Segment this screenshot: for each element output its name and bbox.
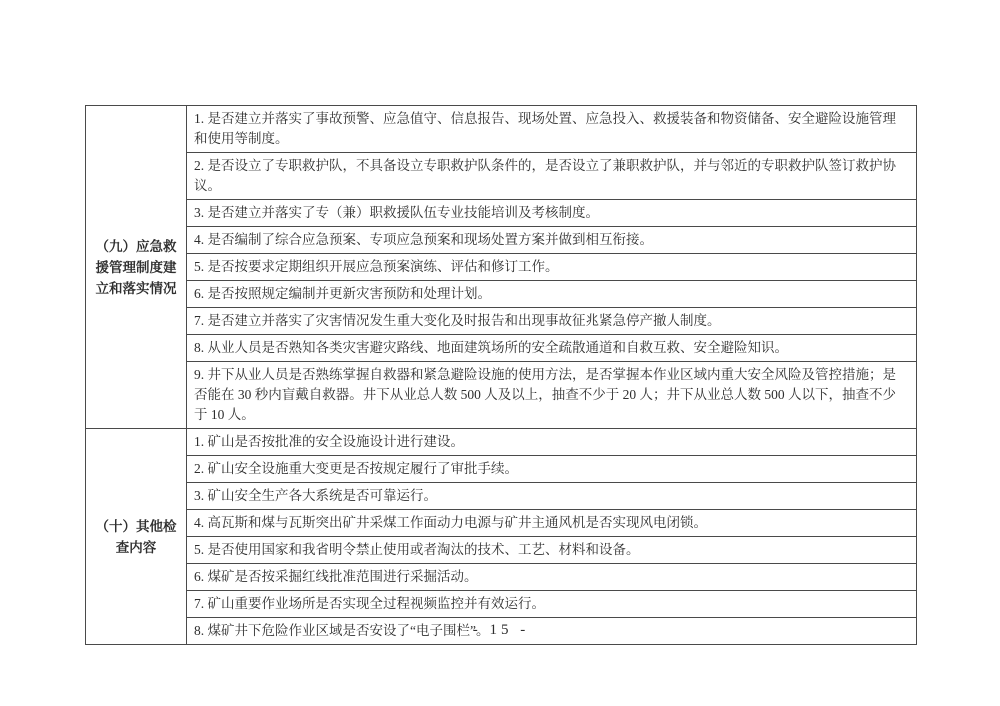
section-rows [187,106,916,428]
checklist-row: 8. 从业人员是否熟知各类灾害避灾路线、地面建筑场所的安全疏散通道和自救互救、安全避险知识。 [187,334,916,361]
section-rows [187,429,916,644]
page-number: - 15 - [472,622,530,638]
checklist-row: 3. 是否建立并落实了专（兼）职救援队伍专业技能培训及考核制度。 [187,199,916,226]
checklist-table [85,105,917,645]
checklist-row: 2. 是否设立了专职救护队，不具备设立专职救护队条件的，是否设立了兼职救护队，并与邻近的专职救护队签订救护协议。 [187,152,916,199]
checklist-row: 5. 是否按要求定期组织开展应急预案演练、评估和修订工作。 [187,253,916,280]
checklist-row: 5. 是否使用国家和我省明令禁止使用或者淘汰的技术、工艺、材料和设备。 [187,536,916,563]
checklist-row: 1. 矿山是否按批准的安全设施设计进行建设。 [194,434,464,449]
checklist-row: 8. 煤矿井下危险作业区域是否安设了“电子围栏”。 [187,617,916,644]
section-header-cell: （九）应急救援管理制度建立和落实情况 [86,106,187,428]
section-header-cell: （十）其他检查内容 [86,429,187,644]
checklist-row: 3. 矿山安全生产各大系统是否可靠运行。 [187,482,916,509]
checklist-row: 1. 是否建立并落实了事故预警、应急值守、信息报告、现场处置、应急投入、救援装备和物资储备、安全避险设施管理和使用等制度。 [194,111,896,146]
checklist-row: 4. 高瓦斯和煤与瓦斯突出矿井采煤工作面动力电源与矿井主通风机是否实现风电闭锁。 [187,509,916,536]
checklist-row: 7. 是否建立并落实了灾害情况发生重大变化及时报告和出现事故征兆紧急停产撤人制度。 [187,307,916,334]
checklist-row: 4. 是否编制了综合应急预案、专项应急预案和现场处置方案并做到相互衔接。 [187,226,916,253]
checklist-row: 7. 矿山重要作业场所是否实现全过程视频监控并有效运行。 [187,590,916,617]
table-section [86,106,916,428]
table-section [86,428,916,644]
checklist-row: 2. 矿山安全设施重大变更是否按规定履行了审批手续。 [187,455,916,482]
checklist-row: 6. 煤矿是否按采掘红线批准范围进行采掘活动。 [187,563,916,590]
checklist-row: 6. 是否按照规定编制并更新灾害预防和处理计划。 [187,280,916,307]
checklist-row: 9. 井下从业人员是否熟练掌握自救器和紧急避险设施的使用方法，是否掌握本作业区域内重大安全风险及管控措施；是否能在 30 秒内盲戴自救器。井下从业总人数 500 人及以上，抽查不少于 20 人；井下从业总人数 500 人以下，抽查不少于 10 人。 [187,361,916,428]
